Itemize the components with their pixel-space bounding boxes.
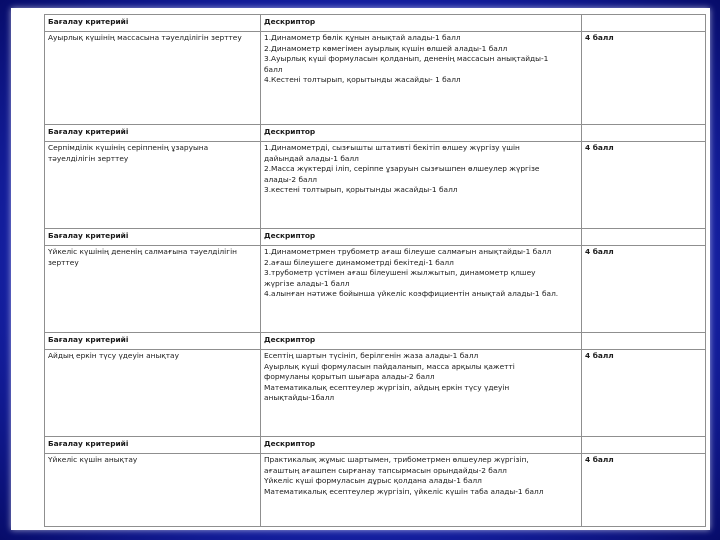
rubric-row: [45, 350, 706, 437]
descriptor-line: 4.Кестені толтырып, қорытынды жасайды- 1 балл: [264, 75, 461, 85]
descriptor-line: 4.алынған нәтиже бойынша үйкеліс коэффициентін анықтай алады-1 бал.: [264, 289, 559, 299]
score-header: [582, 125, 706, 142]
score-header: [582, 333, 706, 350]
descriptor-header: Дескриптор: [261, 15, 582, 32]
score-cell: 4 балл: [582, 246, 706, 333]
descriptor-line: 1.Динамометр бөлік құнын анықтай алады-1 балл: [264, 33, 461, 42]
rubric-header-row: [45, 437, 706, 454]
descriptor-line: Математикалық есептеулер жүргізіп, үйкеліс күшін таба алады-1 балл: [264, 486, 544, 496]
rubric-row: [45, 142, 706, 229]
score-cell: 4 балл: [582, 142, 706, 229]
criterion-header: Бағалау критерийі: [45, 229, 261, 246]
document-page: [11, 8, 710, 530]
criterion-cell: Серпімділік күшінің серіппенің ұзаруына тәуелділігін зерттеу: [45, 142, 261, 229]
criterion-cell: Үйкеліс күшін анықтау: [45, 454, 261, 527]
rubric-body: [45, 15, 706, 527]
descriptor-line: 3.трубометр үстімен ағаш білеушені жылжытып, динамометр қлшеу: [264, 268, 536, 278]
descriptor-cell: [261, 32, 582, 125]
score-cell: 4 балл: [582, 350, 706, 437]
rubric-header-row: [45, 333, 706, 350]
score-header: [582, 229, 706, 246]
descriptor-header: Дескриптор: [261, 333, 582, 350]
descriptor-line: ағаштың ағашпен сырғанау тапсырмасын орындайды-2 балл: [264, 465, 507, 475]
rubric-header-row: [45, 15, 706, 32]
criterion-cell: Үйкеліс күшінің дененің салмағына тәуелділігін зерттеу: [45, 246, 261, 333]
descriptor-line: Есептің шартын түсініп, берілгенін жаза алады-1 балл: [264, 351, 479, 360]
score-cell: 4 балл: [582, 32, 706, 125]
descriptor-line: жүргізе алады-1 балл: [264, 278, 350, 288]
criterion-header: Бағалау критерийі: [45, 437, 261, 454]
descriptor-line: 2.ағаш білеушеге динамометрді бекітеді-1 балл: [264, 257, 454, 267]
criterion-cell: Ауырлық күшінің массасына тәуелділігін зерттеу: [45, 32, 261, 125]
descriptor-line: Ауырлық күші формуласын пайдаланып, масса арқылы қажетті: [264, 361, 515, 371]
rubric-header-row: [45, 229, 706, 246]
descriptor-line: 2.Масса жүктерді іліп, серіппе ұзаруын сызғышпен өлшеулер жүргізе: [264, 164, 540, 174]
descriptor-line: дайындай алады-1 балл: [264, 153, 359, 163]
descriptor-line: Практикалық жұмыс шартымен, трибометрмен өлшеулер жүргізіп,: [264, 455, 529, 464]
descriptor-line: 2.Динамометр көмегімен ауырлық күшін өлшей алады-1 балл: [264, 43, 508, 53]
descriptor-cell: [261, 142, 582, 229]
rubric-row: [45, 32, 706, 125]
descriptor-header: Дескриптор: [261, 229, 582, 246]
descriptor-cell: [261, 350, 582, 437]
descriptor-line: формуланы қорытып шығара алады-2 балл: [264, 372, 435, 382]
rubric-row: [45, 246, 706, 333]
criterion-header: Бағалау критерийі: [45, 15, 261, 32]
score-header: [582, 437, 706, 454]
descriptor-line: балл: [264, 64, 283, 74]
descriptor-header: Дескриптор: [261, 125, 582, 142]
descriptor-line: анықтайды-1балл: [264, 393, 335, 403]
criterion-header: Бағалау критерийі: [45, 125, 261, 142]
descriptor-cell: [261, 246, 582, 333]
criterion-header: Бағалау критерийі: [45, 333, 261, 350]
rubric-row: [45, 454, 706, 527]
descriptor-line: 3.кестені толтырып, қорытынды жасайды-1 балл: [264, 185, 458, 195]
criterion-cell: Айдың еркін түсу үдеуін анықтау: [45, 350, 261, 437]
score-cell: 4 балл: [582, 454, 706, 527]
descriptor-header: Дескриптор: [261, 437, 582, 454]
rubric-header-row: [45, 125, 706, 142]
descriptor-line: 1.Динамометрмен трубометр ағаш білеуше салмағын анықтайды-1 балл: [264, 247, 552, 256]
descriptor-line: Үйкеліс күші формуласын дұрыс қолдана алады-1 балл: [264, 476, 482, 486]
descriptor-line: 1.Динамометрді, сызғышты штативті бекітіп өлшеу жүргізу үшін: [264, 143, 520, 152]
descriptor-line: алады-2 балл: [264, 174, 317, 184]
descriptor-line: Математикалық есептеулер жүргізіп, айдың еркін түсу үдеуін: [264, 382, 510, 392]
descriptor-line: 3.Ауырлық күші формуласын қолданып, дененің массасын анықтайды-1: [264, 54, 549, 64]
descriptor-cell: [261, 454, 582, 527]
score-header: [582, 15, 706, 32]
assessment-rubric-table: [44, 14, 706, 527]
